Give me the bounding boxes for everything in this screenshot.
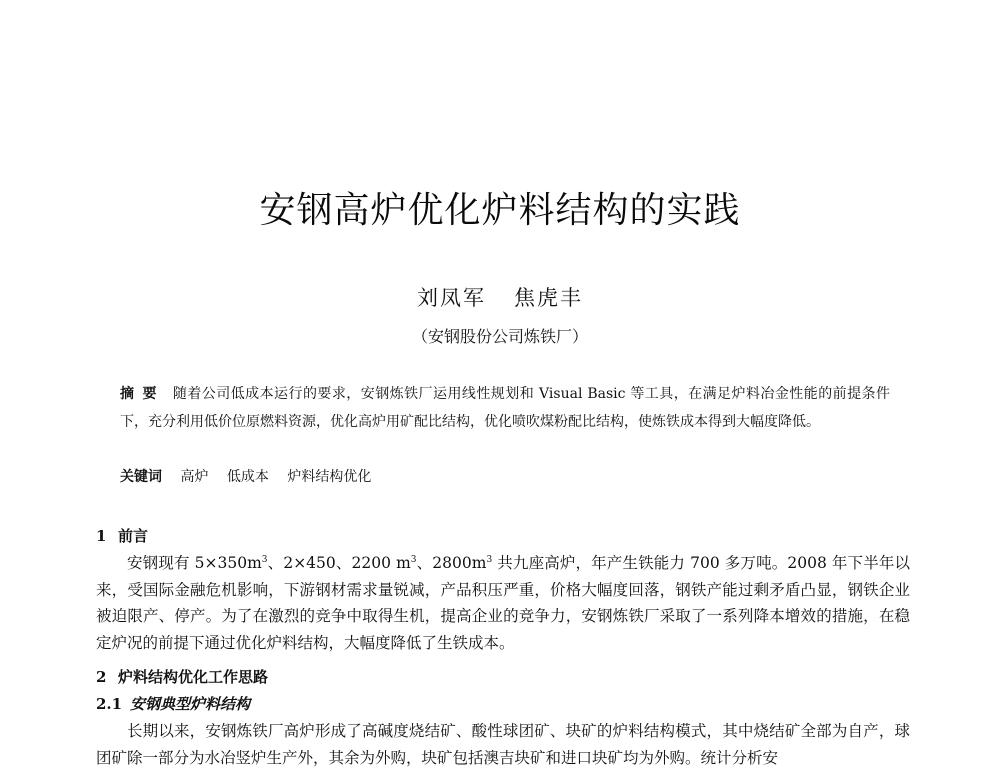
section-title: 炉料结构优化工作思路 [118, 668, 269, 686]
paper-title: 安钢高炉优化炉料结构的实践 [259, 190, 741, 231]
abstract-label: 摘要 [120, 386, 165, 402]
keywords [120, 466, 385, 488]
subsection-heading-2-1 [96, 693, 250, 714]
paragraph-intro: 安钢现有 $5\times 350m^3$、2×450、2200 $m^3$、$2800m^3$ 共九座高炉，年产生铁能力 700 多万吨。2008 年下半年以来，受国际金融危机影响，下游钢材需求量锐减，产品积压严重，价格大幅度回落，钢铁产能过剩矛盾凸显，钢铁企业被迫限产、停产。为了在激烈的竞争中取得生机，提高企业的竞争力，安钢炼铁厂采取了一系列降本增效的措施，在稳定炉况的前提下通过优化炉料结构，大幅度降低了生铁成本。 [96, 554, 910, 652]
section-number: 2 [96, 668, 107, 686]
section-number: 1 [96, 527, 107, 545]
subsection-number: 2.1 [96, 695, 123, 713]
keyword: 炉料结构优化 [287, 469, 372, 485]
author-name: 焦虎丰 [514, 286, 583, 310]
keyword: 低成本 [226, 469, 269, 485]
abstract-text: 随着公司低成本运行的要求，安钢炼铁厂运用线性规划和 Visual Basic 等工具，在满足炉料冶金性能的前提条件下，充分利用低价位原燃料资源，优化高炉用矿配比结构，优化喷吹煤粉配比结构，使炼铁成本得到大幅度降低。 [120, 386, 891, 430]
author-list [0, 282, 1000, 312]
keywords-label: 关键词 [120, 469, 162, 485]
author-name: 刘凤军 [417, 286, 486, 310]
section-title: 前言 [118, 527, 149, 545]
affiliation: （安钢股份公司炼铁厂） [411, 327, 588, 346]
keyword: 高炉 [180, 469, 209, 485]
paragraph-burden-structure: 长期以来，安钢炼铁厂高炉形成了高碱度烧结矿、酸性球团矿、块矿的炉料结构模式，其中烧结矿全部为自产，球团矿除一部分为水冶竖炉生产外，其余为外购，块矿包括澳吉块矿和进口块矿均为外购。统计分析安 [96, 722, 910, 767]
section-heading-1 [96, 525, 148, 546]
subsection-title: 安钢典型炉料结构 [130, 695, 251, 713]
section-heading-2 [96, 666, 268, 687]
abstract [120, 380, 890, 436]
